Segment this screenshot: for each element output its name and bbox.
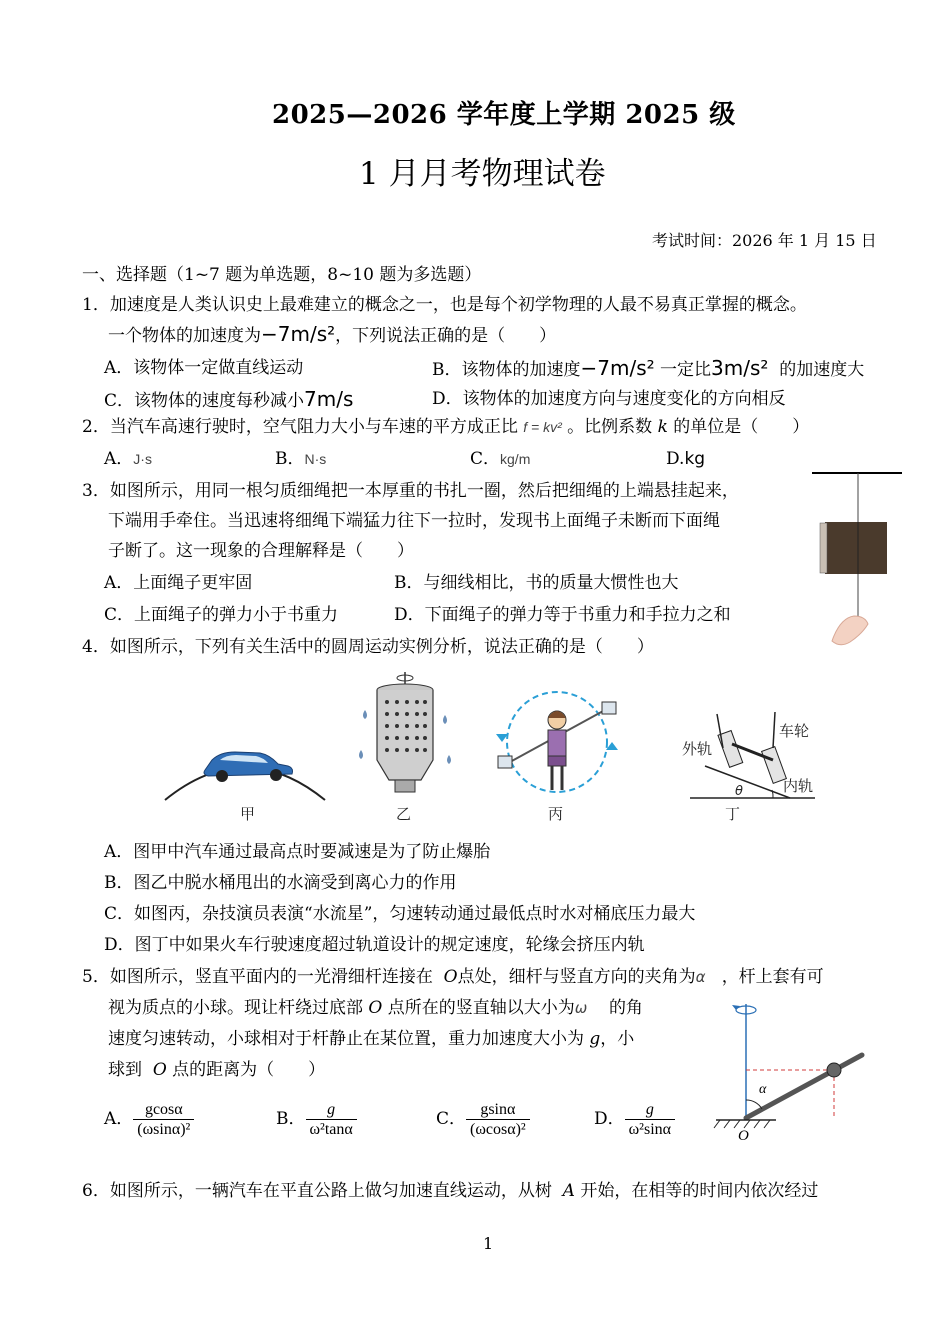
label-theta: θ [735, 784, 743, 799]
caption-bing: 丙 [548, 805, 564, 823]
question-5-line1: 5．如图所示，竖直平面内的一光滑细杆连接在 O点处，细杆与竖直方向的夹角为α ，杆上套有可 [82, 967, 824, 987]
q3-option-a: A．上面绳子更牢固 [104, 573, 253, 593]
question-5-line2: 视为质点的小球。现让杆绕过底部 O 点所在的竖直轴以大小为ω 的角 [108, 998, 643, 1018]
exam-time: 考试时间：2026 年 1 月 15 日 [652, 231, 877, 250]
question-3-line3: 子断了。这一现象的合理解释是（ ） [108, 541, 414, 561]
acceleration-value: −7m/s² [261, 322, 336, 346]
question-2-text: 2．当汽车高速行驶时，空气阻力大小与车速的平方成正比 f = kv² 。比例系数 k 的单位是（ ） [82, 417, 810, 437]
q5-option-d: D． $\frac{g}{\text{ω²sinα}}$ [594, 1100, 675, 1139]
q3-option-c: C．上面绳子的弹力小于书重力 [104, 605, 339, 625]
q2-option-d: D.kg [666, 449, 706, 469]
question-3-line2: 下端用手牵住。当迅速将细绳下端猛力往下一拉时，发现书上面绳子未断而下面绳 [108, 511, 720, 531]
label-inner-rail: 内轨 [783, 777, 814, 795]
label-wheel: 车轮 [779, 722, 810, 740]
caption-jia: 甲 [240, 805, 256, 823]
question-5-line3: 速度匀速转动，小球相对于杆静止在某位置，重力加速度大小为 g，小 [108, 1029, 635, 1049]
figure-car-on-hill [160, 700, 340, 810]
question-1-line2: 一个物体的加速度为−7m/s²，下列说法正确的是（ ） [108, 322, 557, 346]
book [825, 522, 887, 574]
q1-option-b: B．该物体的加速度−7m/s² 一定比3m/s² 的加速度大 [432, 356, 865, 380]
bucket-icon [498, 756, 512, 768]
caption-ding: 丁 [725, 805, 741, 823]
question-5-line4: 球到 O 点的距离为（ ） [108, 1060, 326, 1080]
figure-spin-dryer [355, 670, 455, 800]
q2-option-c: C．kg/m [470, 449, 531, 469]
q2-option-a: A．J·s [104, 449, 152, 469]
question-4-text: 4．如图所示，下列有关生活中的圆周运动实例分析，说法正确的是（ ） [82, 637, 654, 657]
exam-title-line2: 1 月月考物理试卷 [359, 156, 606, 192]
performer-icon [548, 730, 566, 756]
label-outer-rail: 外轨 [682, 740, 713, 758]
question-3-line1: 3．如图所示，用同一根匀质细绳把一本厚重的书扎一圈，然后把细绳的上端悬挂起来， [82, 481, 739, 501]
ball-icon [827, 1063, 841, 1077]
book-string-figure [810, 466, 905, 656]
caption-yi: 乙 [396, 805, 412, 823]
question-1-line1: 加速度是人类认识史上最难建立的概念之一，也是每个初学物理的人最不易真正掌握的概念。 [109, 295, 807, 315]
q4-option-d: D．图丁中如果火车行驶速度超过轨道设计的规定速度，轮缘会挤压内轨 [104, 935, 645, 955]
q1-option-d: D．该物体的加速度方向与速度变化的方向相反 [432, 389, 786, 409]
drag-formula: f = kv² [523, 419, 562, 435]
q5-option-b: B． $\frac{g}{\text{ω²tanα}}$ [276, 1100, 357, 1139]
figure-label-O: O [738, 1128, 749, 1144]
q1-option-a: A．该物体一定做直线运动 [104, 358, 304, 378]
q2-option-b: B．N·s [275, 449, 327, 469]
figure-rotating-rod [710, 1000, 875, 1130]
outer-wheel [718, 731, 743, 768]
question-6-line1: 6．如图所示，一辆汽车在平直公路上做匀加速直线运动，从树 A 开始，在相等的时间内依次经过 [82, 1181, 819, 1201]
q4-option-b: B．图乙中脱水桶甩出的水滴受到离心力的作用 [104, 873, 457, 893]
q3-option-b: B．与细线相比，书的质量大惯性也大 [394, 573, 679, 593]
section-heading: 一、选择题（1~7 题为单选题，8~10 题为多选题） [82, 265, 482, 285]
exam-title-line1: 2025—2026 学年度上学期 2025 级 [272, 100, 736, 130]
question-1-text [82, 294, 807, 316]
q5-option-c: C． $\frac{gsin\alpha}{\text{(ωcosα)²}}$ [436, 1100, 530, 1139]
q1-option-c: C．该物体的速度每秒减小7m/s [104, 387, 354, 411]
q4-option-a: A．图甲中汽车通过最高点时要减速是为了防止爆胎 [104, 842, 491, 862]
q5-option-a: A． $\frac{gcos\alpha}{\text{(ωsinα)²}}$ [104, 1100, 194, 1139]
q3-option-d: D．下面绳子的弹力等于书重力和手拉力之和 [394, 605, 731, 625]
page-number: 1 [483, 1234, 494, 1253]
hand-icon [832, 616, 868, 645]
q4-option-c: C．如图丙，杂技演员表演“水流星”，匀速转动通过最低点时水对桶底压力最大 [104, 904, 696, 924]
question-number: 1． [82, 295, 110, 315]
figure-water-meteor [490, 690, 625, 800]
figure-label-alpha: α [759, 1082, 767, 1097]
